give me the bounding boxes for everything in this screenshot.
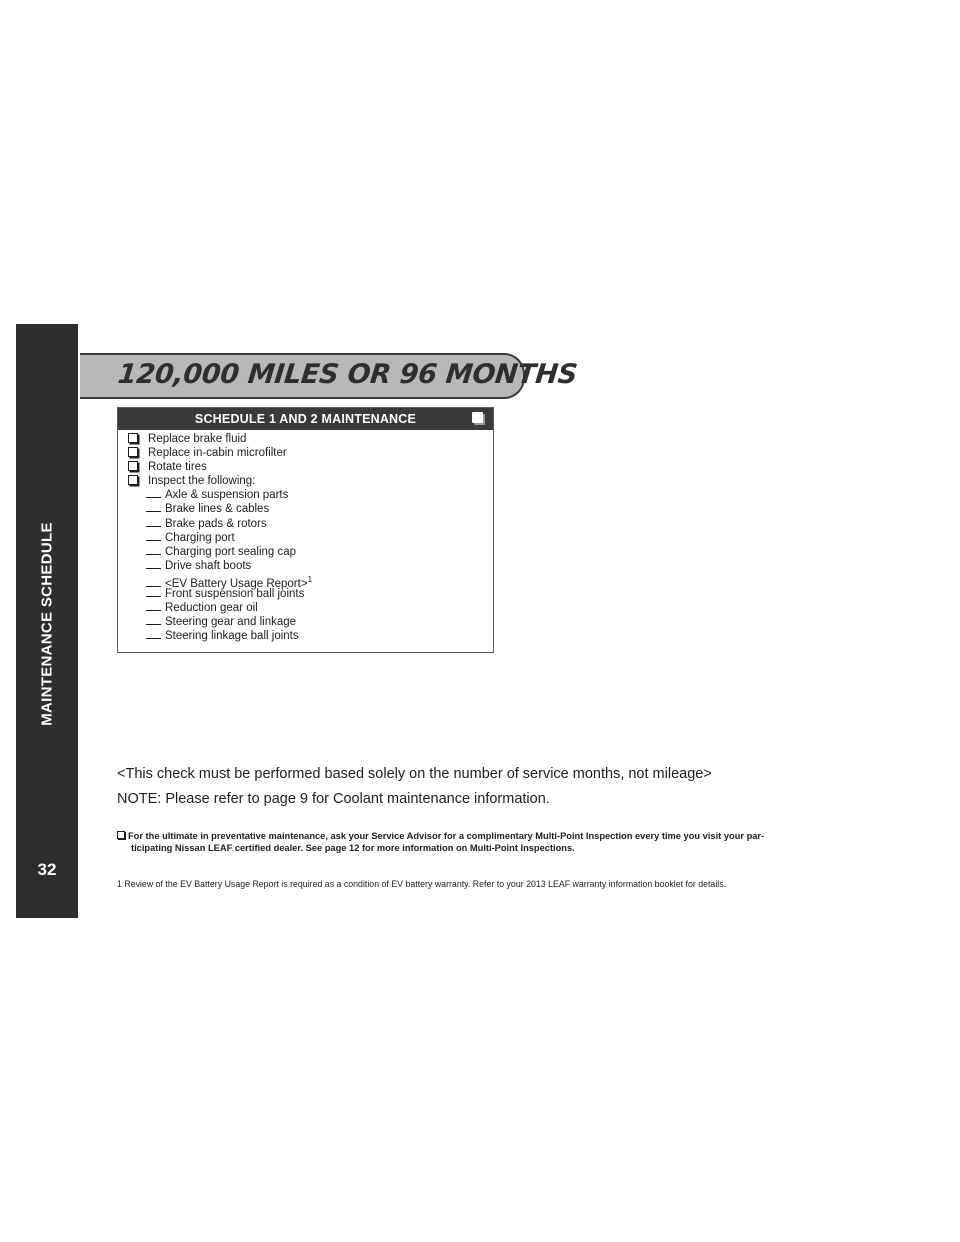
sidebar-label: MAINTENANCE SCHEDULE: [38, 522, 56, 726]
blank-line-icon: [146, 497, 161, 498]
inspect-item[interactable]: Brake pads & rotors: [128, 517, 312, 531]
blank-line-icon: [146, 610, 161, 611]
checkbox-icon[interactable]: [128, 447, 138, 457]
maintenance-item[interactable]: Replace in-cabin microfilter: [128, 446, 312, 460]
inspect-item[interactable]: Reduction gear oil: [128, 601, 312, 615]
checkbox-icon[interactable]: [128, 433, 138, 443]
section-banner: [80, 353, 579, 399]
blank-line-icon: [146, 568, 161, 569]
footnote: 1 Review of the EV Battery Usage Report is required as a condition of EV battery warranty. Refer to your 2013 LEAF warranty information booklet for details.: [117, 879, 727, 889]
sidebar: [16, 324, 78, 918]
blank-line-icon: [146, 511, 161, 512]
maintenance-items: [128, 432, 312, 643]
inspect-item[interactable]: Front suspension ball joints: [128, 587, 312, 601]
coolant-note: NOTE: Please refer to page 9 for Coolant maintenance information.: [117, 791, 550, 807]
banner-title: 120,000 MILES OR 96 MONTHS: [116, 359, 579, 390]
page-number: 32: [37, 860, 57, 879]
blank-line-icon: [146, 596, 161, 597]
blank-line-icon: [146, 540, 161, 541]
maintenance-item[interactable]: Replace brake fluid: [128, 432, 312, 446]
maintenance-card: [117, 407, 494, 653]
inspect-item[interactable]: Steering gear and linkage: [128, 615, 312, 629]
tip-line-2: ticipating Nissan LEAF certified dealer. See page 12 for more information on Multi-Point Inspections.: [131, 842, 575, 853]
inspect-item[interactable]: Axle & suspension parts: [128, 488, 312, 502]
inspect-item[interactable]: Drive shaft boots: [128, 559, 312, 573]
blank-line-icon: [146, 554, 161, 555]
footnote-marker: 1: [307, 574, 313, 584]
inspect-item[interactable]: Steering linkage ball joints: [128, 629, 312, 643]
blank-line-icon: [146, 526, 161, 527]
inspect-item[interactable]: Charging port sealing cap: [128, 545, 312, 559]
checkbox-icon[interactable]: [472, 412, 483, 423]
maintenance-item[interactable]: Inspect the following:: [128, 474, 312, 488]
card-header-title: SCHEDULE 1 AND 2 MAINTENANCE: [194, 412, 417, 426]
card-header: [118, 408, 493, 430]
checkbox-icon[interactable]: [128, 475, 138, 485]
inspect-item[interactable]: Charging port: [128, 531, 312, 545]
inspect-item[interactable]: Brake lines & cables: [128, 502, 312, 516]
blank-line-icon: [146, 624, 161, 625]
checkbox-icon[interactable]: [117, 831, 125, 839]
inspection-tip: [117, 831, 897, 854]
checkbox-icon[interactable]: [128, 461, 138, 471]
maintenance-item[interactable]: Rotate tires: [128, 460, 312, 474]
months-note: <This check must be performed based solely on the number of service months, not mileage>: [117, 766, 712, 782]
tip-line-1: For the ultimate in preventative maintenance, ask your Service Advisor for a complimentary Multi-Point Inspection every time you visit your par-: [117, 831, 897, 843]
blank-line-icon: [146, 638, 161, 639]
inspect-item[interactable]: <EV Battery Usage Report>$^1$: [128, 573, 312, 587]
